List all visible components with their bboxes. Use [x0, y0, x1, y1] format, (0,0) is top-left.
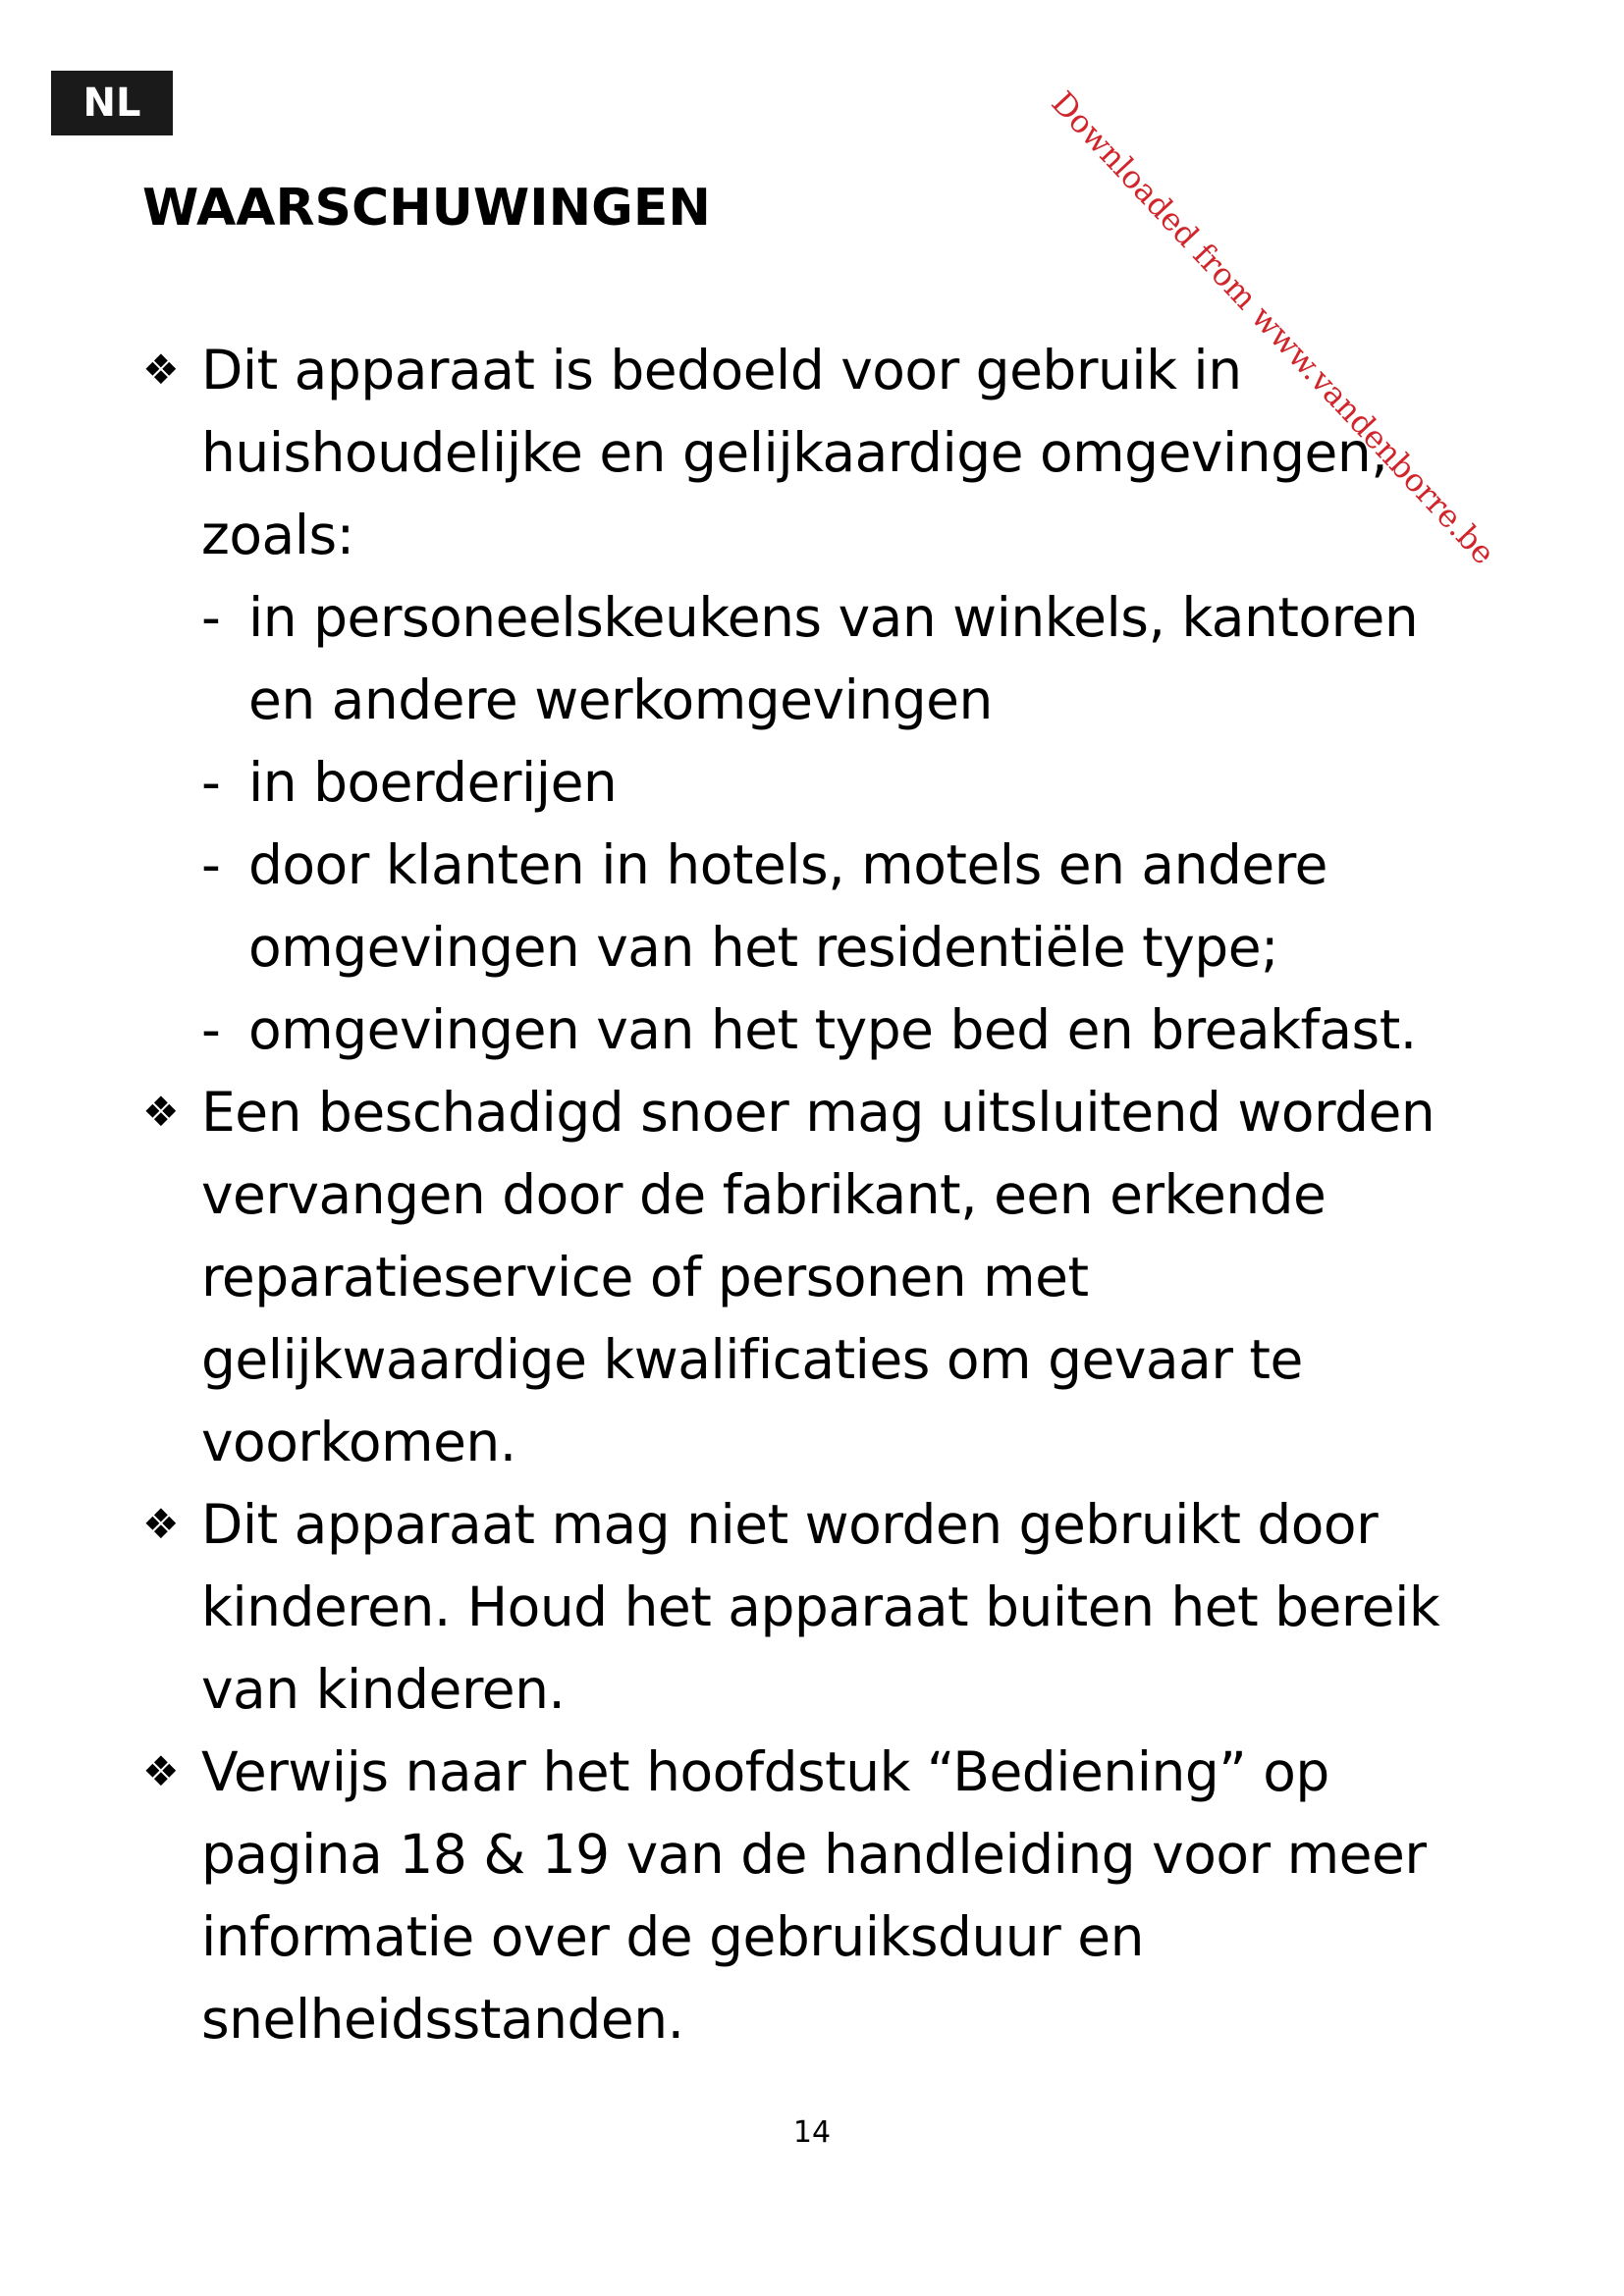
dash-marker: -: [201, 586, 221, 649]
diamond-bullet-icon: ❖: [142, 346, 180, 394]
dash-marker: -: [201, 833, 221, 896]
usage-environment-item: [201, 741, 1507, 824]
page-title: WAARSCHUWINGEN: [142, 179, 711, 238]
warning-text: Een beschadigd snoer mag uitsluitend worden vervangen door de fabrikant, een erkende reparatieservice of personen met gelijkwaardige kwalificaties om gevaar te voorkomen.: [201, 1081, 1435, 1473]
warnings-list: [142, 329, 1507, 2060]
language-badge: NL: [51, 71, 173, 135]
usage-environment-text: in personeelskeukens van winkels, kantoren en andere werkomgevingen: [248, 586, 1419, 731]
diamond-bullet-icon: ❖: [142, 1088, 180, 1136]
warning-item-operation-reference: [142, 1731, 1507, 2060]
dash-marker: -: [201, 998, 221, 1061]
usage-environment-text: in boerderijen: [248, 751, 618, 814]
usage-environment-text: omgevingen van het type bed en breakfast.: [248, 998, 1417, 1061]
warning-item-children: [142, 1483, 1507, 1731]
warning-text: Dit apparaat is bedoeld voor gebruik in huishoudelijke en gelijkaardige omgevingen, zoals:: [201, 339, 1388, 566]
warning-text: Dit apparaat mag niet worden gebruikt door kinderen. Houd het apparaat buiten het bereik van kinderen.: [201, 1493, 1440, 1721]
page-number: 14: [792, 2115, 832, 2150]
usage-environments-list: [201, 576, 1507, 1071]
usage-environment-item: [201, 824, 1507, 988]
download-watermark: Downloaded from www.vandenborre.be: [1044, 83, 1503, 572]
usage-environment-text: door klanten in hotels, motels en andere omgevingen van het residentiële type;: [248, 833, 1327, 979]
warning-item-damaged-cord: [142, 1071, 1507, 1483]
dash-marker: -: [201, 751, 221, 814]
warning-item-usage: [142, 329, 1507, 1071]
usage-environment-item: [201, 988, 1507, 1071]
usage-environment-item: [201, 576, 1507, 741]
warning-text: Verwijs naar het hoofdstuk “Bediening” op pagina 18 & 19 van de handleiding voor meer informatie over de gebruiksduur en snelheidsstanden.: [201, 1740, 1427, 2051]
diamond-bullet-icon: ❖: [142, 1500, 180, 1548]
diamond-bullet-icon: ❖: [142, 1747, 180, 1795]
